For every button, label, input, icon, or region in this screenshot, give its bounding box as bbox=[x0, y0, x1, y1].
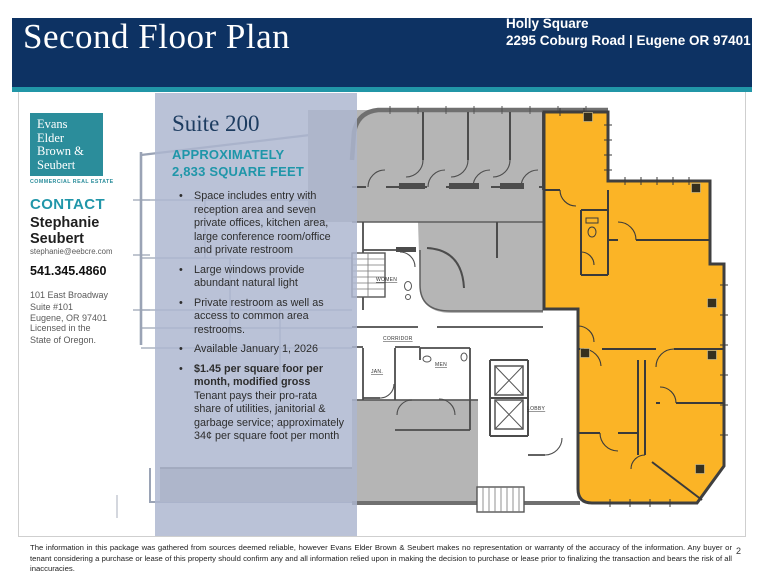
rate-bold: • $1.45 per square foor per month, modified gross bbox=[194, 362, 324, 388]
address-line: Suite #101 bbox=[30, 301, 74, 312]
suite-size-line: 2,833 SQUARE FEET bbox=[172, 163, 304, 179]
label-men: MEN bbox=[435, 362, 448, 368]
address-line: Eugene, OR 97401 bbox=[30, 313, 108, 323]
suite-title: Suite 200 bbox=[172, 111, 260, 136]
label-lobby: LOBBY bbox=[527, 406, 546, 412]
address-line: 101 East Broadway bbox=[30, 290, 109, 300]
label-corridor: CORRIDOR bbox=[383, 336, 413, 342]
suite-size bbox=[172, 147, 347, 180]
rate-detail: Tenant pays their pro-rata share of utilities, janitorial & garbage service; approximately 34¢ per square foot per month bbox=[194, 389, 345, 442]
logo-line: Elder bbox=[37, 130, 65, 145]
suite-200-highlight[interactable] bbox=[544, 108, 728, 507]
property-name: Holly Square bbox=[506, 16, 589, 31]
page-title: Second Floor Plan bbox=[23, 17, 291, 56]
suite-feature: • Private restroom as well as access to common area restrooms. bbox=[194, 297, 347, 338]
suite-feature: • Large windows provide abundant natural light bbox=[194, 264, 347, 291]
contact-heading: CONTACT bbox=[30, 196, 106, 213]
suite-feature-list bbox=[172, 190, 347, 444]
contact-email[interactable]: stephanie@eebcre.com bbox=[30, 247, 113, 256]
contact-name: Stephanie Seubert bbox=[30, 215, 100, 247]
suite-feature-rate bbox=[194, 363, 347, 444]
suite-feature: • Available January 1, 2026 bbox=[194, 343, 347, 357]
logo-line: Seubert bbox=[37, 157, 76, 172]
property-street: 2295 Coburg Road | Eugene OR 97401 bbox=[506, 33, 751, 48]
page-number: 2 bbox=[736, 546, 742, 556]
suite-info-panel bbox=[155, 93, 357, 536]
logo-line: Evans bbox=[37, 117, 68, 131]
license-note: Licensed in the State of Oregon. bbox=[30, 323, 97, 345]
logo-tagline: COMMERCIAL REAL ESTATE bbox=[30, 179, 114, 185]
disclaimer: The information in this package was gathered from sources deemed reliable, however Evans Elder Brown & Seubert makes no representation or warranty of the accuracy of the information. Any buyer or tenant considering a purchase or lease of this property should confirm any and all information relied upon in making the decision to purchase or lease prior to finalizing the transaction and bears the risk of all inaccuracies. bbox=[30, 543, 732, 573]
label-women: WOMEN bbox=[376, 277, 398, 283]
label-jan: JAN. bbox=[371, 369, 384, 375]
contact-phone[interactable]: 541.345.4860 bbox=[30, 264, 107, 278]
suite-size-line: APPROXIMATELY bbox=[172, 147, 285, 162]
suite-feature: • Space includes entry with reception area and seven private offices, kitchen area, large conference room/office and private restroom bbox=[194, 190, 347, 258]
logo-line: Brown & bbox=[37, 144, 84, 159]
